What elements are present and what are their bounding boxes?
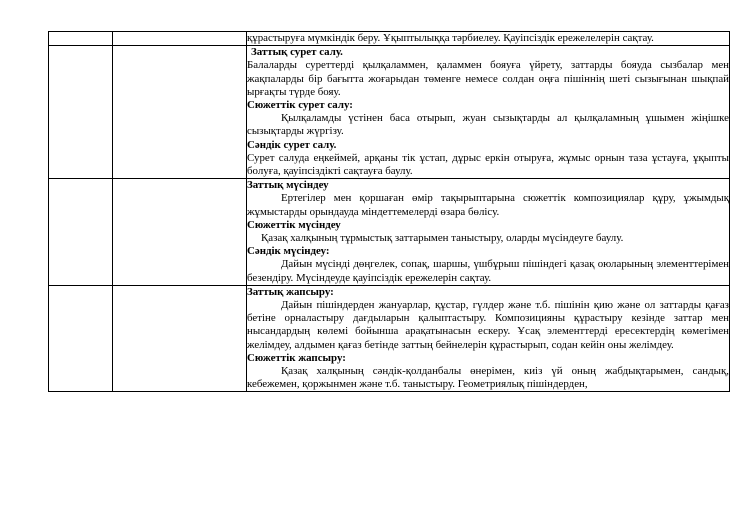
content-cell bbox=[247, 179, 730, 286]
continued-text: құрастыруға мүмкіндік беру. Ұқыптылыққа тәрбиелеу. Қауіпсіздік ережелелерін сақтау. bbox=[247, 32, 654, 44]
section-heading: Заттық сурет салу. bbox=[251, 46, 343, 59]
section-heading: Заттық мүсіндеу bbox=[247, 179, 329, 192]
curriculum-table bbox=[48, 31, 730, 392]
section-text: Қазақ халқының тұрмыстық заттарымен таныстыру, оларды мүсіндеуге баулу. bbox=[261, 232, 624, 245]
section-text: Дайын мүсінді дөңгелек, сопақ, шаршы, үшбұрыш пішіндегі қазақ оюларының элементтерімен безендіру. Мүсіндеуде қауіпсіздік ережелерін сақтау. bbox=[247, 258, 729, 284]
empty-cell bbox=[113, 46, 247, 179]
empty-cell bbox=[49, 46, 113, 179]
empty-cell bbox=[49, 179, 113, 286]
empty-cell bbox=[49, 32, 113, 46]
section-heading: Сәндік мүсіндеу: bbox=[247, 245, 330, 258]
section-text: Қылқаламды үстінен баса отырып, жуан сызықтарды ал қылқаламның ұшымен жіңішке сызықтарды жүргізу. bbox=[247, 112, 729, 138]
table-row bbox=[49, 179, 730, 286]
content-cell bbox=[247, 285, 730, 392]
table-row bbox=[49, 46, 730, 179]
section-heading: Сәндік сурет салу. bbox=[247, 138, 337, 151]
section-heading: Сюжеттік сурет салу: bbox=[247, 99, 353, 112]
empty-cell bbox=[113, 179, 247, 286]
content-cell bbox=[247, 32, 730, 46]
section-heading: Заттық жапсыру: bbox=[247, 285, 334, 298]
empty-cell bbox=[113, 285, 247, 392]
table-row bbox=[49, 285, 730, 392]
section-heading: Сюжеттік жапсыру: bbox=[247, 351, 346, 364]
empty-cell bbox=[49, 285, 113, 392]
content-cell bbox=[247, 46, 730, 179]
section-text: Дайын пішіндерден жануарлар, құстар, гүлдер және т.б. пішінін қию және ол заттарды қағаз бетіне орналастыру дағдыларын қалыптастыру. Композицияны құрастыру кезінде заттар мен нысандардың көлемі бойынша арақатынасын ескеру. Ұсақ элементтерді ересектердің көмегімен желімдеу, алдымен қағаз бетінде заттың бейнелерін құрастырып, содан кейін оны желімдеу. bbox=[247, 299, 729, 351]
section-text: Балаларды суреттерді қылқаламмен, қаламмен бояуға үйрету, заттарды бояуда сызбалар мен жақпаларды бір бағытта жоғарыдан төменге немесе солдан оңға пішіннің шеті сызығынан шықпай ырғақты түрде бояу. bbox=[247, 59, 729, 98]
section-text: Сурет салуда еңкеймей, арқаны тік ұстап, дұрыс еркін отыруға, жұмыс орнын таза ұстауға, ұқыпты болуға, қауіпсіздікті сақтауға баулу. bbox=[247, 151, 729, 178]
section-heading: Сюжеттік мүсіндеу bbox=[247, 218, 341, 231]
section-text: Ертегілер мен қоршаған өмір тақырыптарына сюжеттік композициялар құру, ұжымдық жұмыстарды орындауда міндеттемелерді өзара бөлісу. bbox=[247, 192, 729, 218]
table-row bbox=[49, 32, 730, 46]
empty-cell bbox=[113, 32, 247, 46]
section-text: Қазақ халқының сәндік-қолданбалы өнерімен, киіз үй оның жабдықтарымен, сандық, кебежемен, қоржынмен және т.б. таныстыру. Геометриялық пішіндерден, bbox=[247, 365, 729, 391]
